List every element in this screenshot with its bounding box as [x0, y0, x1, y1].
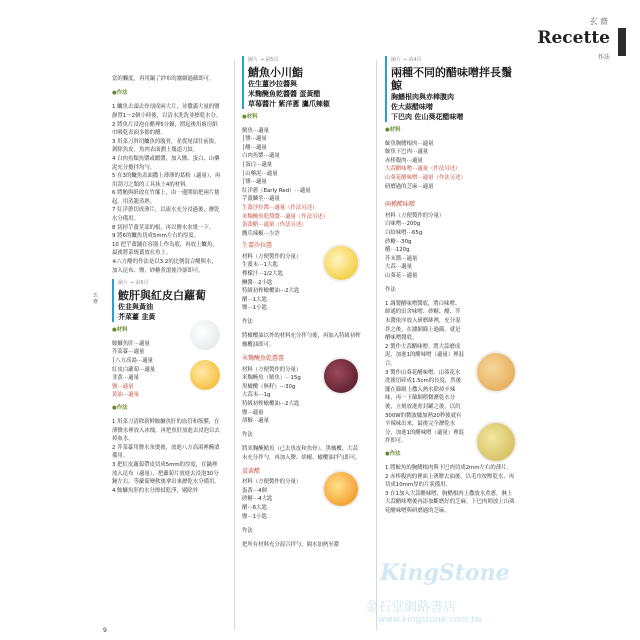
material-item: 米麴醃魚乾醬醬⋯適量（作法另述） — [242, 213, 329, 220]
method-text: 把所有材料充分混合拌勻，隔水加熱至濃 — [242, 541, 340, 548]
material-item: 砂糖⋯30g — [385, 238, 412, 245]
recette-title: Recette — [537, 28, 610, 48]
egg-vinegar-photo — [322, 470, 360, 508]
material-item: 研磨過的芝麻⋯適量 — [385, 183, 434, 190]
recipe-title-block — [242, 56, 362, 109]
material-item: │八方高湯⋯適量 — [112, 358, 153, 364]
step: 8 切掉芋薑莖部的根，再以鹽水汆燙一下。 — [112, 224, 215, 231]
material-item: 鹽⋯1小匙 — [242, 305, 267, 312]
step: 9 將6的鱸魚切成5mm左右的厚度。 — [112, 233, 200, 240]
material-item: 特級初榨橄欖油⋯2大匙 — [242, 288, 300, 295]
step: 6 將鮪與紙放在竹簾上，由一邊開始把兩片捲起，用蒸籠蒸熟。 — [112, 190, 220, 205]
materials-heading: 材料（方便製作的分量） — [242, 366, 302, 373]
material-item: 生薑末⋯1大匙 — [242, 262, 278, 269]
sauce-photo-yellow — [190, 360, 220, 390]
step: 5 在3的鱸魚表面撒上薄薄的葛粉（適量），再用刮刀之類的工具抹上4的材料。 — [112, 173, 221, 188]
recipe-title: 兩種不同的醋味噌拌長鬚鯨 — [391, 65, 512, 92]
recipe-subtitle: 胸鰭根肉與赤棒腹肉 — [391, 92, 454, 101]
method-text: 將橄欖油以外的材料充分拌勻後，再加入特級初榨橄欖油即可。 — [242, 333, 361, 349]
column-right — [385, 56, 515, 516]
material-item: 檸檬汁⋯1/2大匙 — [242, 271, 284, 278]
material-item: 鯖魚⋯適量 — [242, 127, 269, 134]
materials-heading: 材料（方便製作的分量） — [242, 479, 302, 486]
material-item: 芋薑鱗莖⋯適量 — [242, 196, 280, 203]
recipe-title-block — [385, 56, 515, 122]
step: 1 用菜刀清除新鮮鮟鱇魚肝的血管和筋膜，在薄鹽水裡放入冰塊，再把魚肝放進去浸泡以去掉血水。 — [112, 418, 220, 443]
sub-recipe-egg-vinegar — [242, 468, 362, 550]
material-item: 紅洋蔥（Early Red）⋯適量 — [242, 187, 311, 194]
step: 4 鮟鱇魚肝的水分擦拭乾淨，剔除外 — [112, 487, 199, 494]
column-divider — [376, 60, 377, 630]
material-item: 鮟鱇魚肝⋯適量 — [112, 340, 150, 347]
materials-list — [242, 127, 362, 239]
materials-list — [385, 140, 515, 192]
method-steps — [112, 103, 222, 275]
olive-sauce-photo — [322, 357, 360, 395]
material-item: 特級初榨橄欖油⋯2大匙 — [242, 400, 300, 407]
method-heading: 作法 — [385, 286, 396, 293]
materials-list — [385, 220, 515, 280]
method-heading: ●作法 — [112, 404, 128, 411]
step: 2 芥菜薹用鹽水汆燙後，放進八方高湯裡醃漬備用。 — [112, 444, 220, 460]
material-item: 鹽⋯1小匙 — [242, 513, 267, 520]
material-item: 山葵花⋯適量 — [385, 272, 418, 279]
material-item: │醋⋯適量 — [242, 144, 267, 151]
material-item: │蛋白⋯適量 — [242, 161, 273, 168]
step: 4 白肉魚類魚漿或蝦漿，加入鹽、蛋白、山藥泥充分攪拌均勻。 — [112, 155, 220, 171]
step: 2 製作大蒜醋味噌。將大蒜磨成泥，加進1的醋味噌（適量）裡混合。 — [385, 343, 464, 368]
recipe-subtitle: 下巴肉 佐山葵花醋味噌 — [391, 112, 464, 121]
material-item: 白味噌⋯200g — [385, 221, 421, 228]
method-heading: 作法 — [242, 527, 253, 534]
materials-heading: 材料（方便製作的分量） — [385, 212, 445, 219]
material-item: 鹽⋯適量 — [242, 409, 264, 416]
material-item: 白絞味噌⋯65g — [385, 229, 423, 236]
watermark-url: www.kingstone.com.tw — [378, 615, 483, 625]
column-left — [112, 70, 222, 495]
photo-ref: 圖片 → 第5頁 — [248, 57, 279, 63]
step: 7 紅洋蔥切成薄片，以流水充分浸過後，瀝乾水分備用。 — [112, 207, 220, 223]
material-item: 生薑沙拉醬⋯適量（作法另述） — [242, 204, 318, 211]
photo-ref: 圖片 → 第6頁 — [118, 280, 149, 287]
recipe-subtitle: 佐韭與黃油 — [118, 302, 153, 311]
method-label: 作法 — [597, 54, 610, 61]
method-text: 將米麴醃鯖魚（已去魚皮和魚骨）、黑橄欖、大蒜末充分拌勻，再加入鹽、胡椒、橄欖油拌勻即可。 — [242, 446, 361, 461]
method-steps — [112, 418, 222, 495]
sub-recipe-ginger — [242, 242, 362, 349]
sub-recipe-vinegar-miso — [385, 201, 515, 446]
material-item: 山葵花醋味噌⋯適量（作法另述） — [385, 174, 466, 181]
header-bar — [618, 28, 626, 56]
side-tab: 玄 齋 — [92, 292, 98, 304]
method-heading: 作法 — [242, 319, 253, 326]
step: 3 製作山葵花醋味噌。山葵花水洗後切碎成1.5cm的長度，然後擺在篩網上撒入熱水除掉辛辣味，再一下篩網稍微瀝乾水分後，立刻放進密封罐之後，以約300W的微波爐加熱20秒後就有辛辣味出來，最後完全瀝乾水分，加進1的醋味噌（適量）裡混拌即可。 — [385, 369, 464, 445]
column-divider — [234, 60, 235, 630]
materials-heading: ●材料 — [112, 326, 128, 333]
step: 1 將鯨魚的胸鰭根肉與下巴肉切成2mm左右的薄片。 — [385, 464, 512, 471]
photo-ref: 圖片 → 第4頁 — [391, 57, 422, 63]
step: 10 把芋薑鋪在容器上作為底，再放上鱸魚，最後將菜燒薑放在魚上。 — [112, 241, 218, 257]
material-item: 鷹爪辣椒⋯少許 — [242, 230, 280, 237]
method-heading: ●作法 — [112, 90, 128, 97]
material-item: 大蒜⋯適量 — [385, 264, 412, 271]
page-header — [510, 10, 630, 62]
material-item: │鹽⋯適量 — [242, 179, 267, 186]
material-item: 鹽⋯適量 — [112, 383, 134, 390]
material-item: 芥末醬⋯適量 — [385, 255, 418, 262]
material-item: 醂醬⋯2小匙 — [242, 279, 273, 286]
garlic-miso-photo — [475, 351, 517, 393]
material-item: 韭黃⋯適量 — [112, 375, 139, 382]
column-middle — [242, 56, 362, 555]
step: 1 調製醋味噌醬底，將白味噌、師通的田舍味噌、砂糖、醋、芥末醬依序放入研磨缽裡，充分混拌之後，在濾網篩上過篩，就是醋味噌醬底。 — [385, 300, 461, 342]
step: 3 把紅皮蘿蔔帶皮切成5mm的厚度，在鍋裡放入昆布（適量），把蘿蔔片放進去浸泡30分鐘左右，等蘿蔔變軟後拿出來瀝乾水分備用。 — [112, 461, 220, 486]
material-item: 蛋黃⋯4個 — [242, 487, 267, 494]
step-note: ※八方醋的作法是以3:2的比例混合醋與水，加入昆布、鹽，砂糖煮滾後冷卻即可。 — [112, 259, 217, 274]
wasabi-miso-photo — [475, 421, 517, 463]
intro-text: 當的觸度，再用鍋了紗布的濾網過篩即可。 — [112, 76, 215, 83]
material-item: 醋⋯1大匙 — [242, 296, 267, 303]
material-item: 白肉魚漿⋯適量 — [242, 153, 280, 160]
step: 3 在1加入大蒜醋味噌，胸鰭根肉上撒放水煮蔥，淋上大蒜醋味噌後再添加斷磨好的芝麻。下巴肉則放上山葵花醋味噌與研磨過的芝麻。 — [385, 490, 515, 514]
recipe-subtitle: 佐生薑沙拉醬與 — [248, 79, 297, 88]
recipe-subtitle: 米麴醃魚乾醬醬 蛋黃醋 — [248, 89, 321, 98]
recipe-title: 鯖魚小川鮨 — [248, 65, 303, 79]
material-item: 胡椒⋯適量 — [242, 418, 269, 425]
step: 3 用菜刀斜切鱸魚的腹骨，並從尾部往前拔，剝除魚皮，魚肉表面劃上幾道刀紋。 — [112, 138, 220, 154]
sub-recipe-title: 生薑沙拉醬 — [242, 242, 273, 250]
sub-recipe-title: 兩種醋味噌 — [385, 201, 416, 209]
material-item: 鯨魚胸鰭根肉⋯適量 — [385, 140, 434, 147]
section-label: 玄 齋 — [589, 17, 608, 26]
material-item: 米麴醃魚（鯖魚）⋯15g — [242, 375, 301, 382]
material-item: 黃油⋯適量 — [112, 392, 139, 399]
material-item: 醋⋯6大匙 — [242, 505, 267, 512]
sub-recipe-olive — [242, 355, 362, 462]
step: 1 鱸魚去頭去骨剖成兩大片，並撒滿大量的鹽靜置1〜2個小時後，以清水洗洗並擦乾水分。 — [112, 104, 222, 119]
method-steps — [385, 464, 515, 516]
recipe-subtitle: 草莓醬汁 紫洋蔥 鷹爪辣椒 — [248, 99, 330, 108]
material-item: │鹽⋯適量 — [242, 136, 267, 143]
watermark-brand: KingStone — [380, 560, 510, 586]
watermark-chinese: 金石堂網路書店 — [365, 600, 457, 615]
method-steps — [385, 300, 465, 446]
materials-heading: ●材料 — [242, 113, 258, 120]
recipe-subtitle: 佐大蒜醋味噌 — [391, 102, 433, 111]
material-item: 鯨魚下巴肉⋯適量 — [385, 149, 429, 156]
material-item: 大蒜醋味噌⋯適量（作法另述） — [385, 166, 461, 173]
material-item: 黑橄欖（無籽）⋯30g — [242, 383, 296, 390]
step: 2 將魚片浸泡在醋裡5分鐘，撈起後用廚房紙巾吸乾表面多餘的醋。 — [112, 121, 218, 137]
method-heading: 作法 — [242, 432, 253, 439]
step: 2 赤棒腹肉的裡面上薄鹽去油後，以毛巾按壓乾水，再切成10mm厚的片狀備用。 — [385, 473, 515, 489]
recipe-2-body — [112, 326, 222, 495]
sauce-photo-white — [190, 320, 220, 350]
material-item: 蛋黃醋⋯適量（作法另述） — [242, 222, 307, 229]
recipe-title: 鮟肝與紅皮白蘿蔔 — [118, 288, 206, 302]
material-item: 醋⋯120g — [385, 247, 410, 254]
material-item: │山藥泥⋯適量 — [242, 170, 278, 177]
material-item: 紅皮白蘿蔔⋯適量 — [112, 366, 156, 373]
method-heading: ●作法 — [385, 450, 401, 457]
materials-heading: 材料（方便製作的分量） — [242, 253, 302, 260]
material-item: 赤棒腹肉⋯適量 — [385, 157, 423, 164]
material-item: 芥菜薹⋯適量 — [112, 349, 145, 356]
sub-recipe-title: 米麴醃魚乾醬醬 — [242, 355, 285, 362]
sub-recipe-title: 蛋黃醋 — [242, 467, 261, 475]
recipe-subtitle: 芥菜薹 韭黃 — [118, 312, 156, 321]
recipe-2-title-block — [112, 279, 222, 322]
page-number: 9 — [103, 627, 107, 634]
materials-heading: ●材料 — [385, 126, 401, 133]
material-item: 砂糖⋯4大匙 — [242, 496, 273, 503]
materials-list — [112, 340, 182, 400]
material-item: 大蒜末⋯1g — [242, 392, 271, 399]
